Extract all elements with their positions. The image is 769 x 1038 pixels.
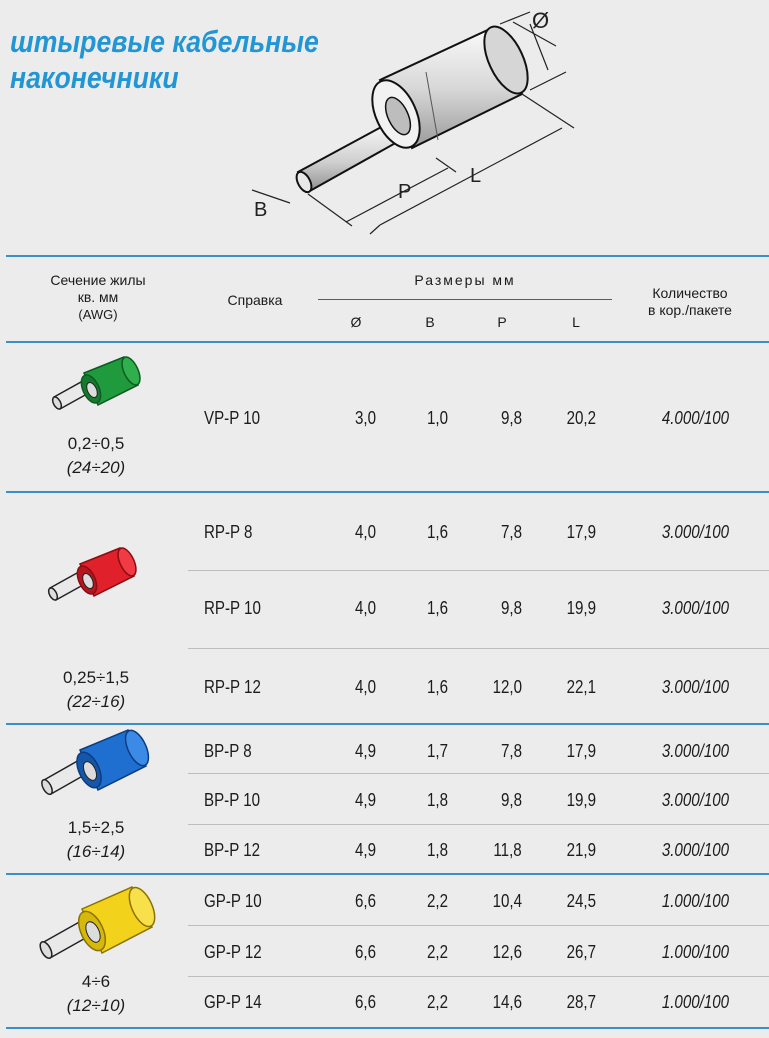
row-b: 1,0	[426, 408, 448, 428]
row-p: 10,4	[492, 891, 522, 911]
title-line-2: наконечники	[10, 60, 179, 95]
group-separator	[6, 723, 769, 725]
group-separator	[6, 873, 769, 875]
row-reference: GP-P 14	[204, 992, 262, 1012]
group-section-label	[36, 666, 156, 714]
terminal-body	[294, 20, 537, 194]
row-separator	[188, 570, 769, 571]
header-bottom-rule	[6, 341, 769, 343]
group-section-label	[36, 816, 156, 864]
section-header-line-3: (AWG)	[78, 307, 118, 322]
row-b: 1,8	[426, 840, 448, 860]
row-p: 9,8	[500, 408, 522, 428]
row-quantity: 3.000/100	[661, 790, 729, 810]
row-l: 26,7	[566, 942, 596, 962]
reference-header: Справка	[227, 292, 283, 308]
row-separator	[188, 648, 769, 649]
row-l: 24,5	[566, 891, 596, 911]
row-quantity: 3.000/100	[661, 598, 729, 618]
section-header-line-1: Сечение жилы	[50, 272, 146, 288]
dim-l-header: L	[572, 314, 580, 330]
row-l: 22,1	[566, 677, 596, 697]
table-bottom-rule	[6, 1027, 769, 1029]
row-quantity: 4.000/100	[661, 408, 729, 428]
row-p: 7,8	[500, 741, 522, 761]
awg-range: (22÷16)	[66, 692, 126, 711]
row-quantity: 1.000/100	[661, 891, 729, 911]
row-b: 2,2	[426, 992, 448, 1012]
row-b: 1,6	[426, 598, 448, 618]
row-diameter: 4,9	[354, 790, 376, 810]
row-b: 1,6	[426, 522, 448, 542]
section-header	[28, 272, 168, 323]
row-quantity: 3.000/100	[661, 741, 729, 761]
dim-p-header: P	[497, 314, 507, 330]
section-range: 4÷6	[81, 972, 111, 991]
row-b: 1,8	[426, 790, 448, 810]
row-diameter: 4,9	[354, 840, 376, 860]
row-diameter: 4,0	[354, 522, 376, 542]
row-reference: RP-P 8	[204, 522, 253, 542]
awg-range: (16÷14)	[66, 842, 126, 861]
row-reference: VP-P 10	[204, 408, 261, 428]
row-b: 1,6	[426, 677, 448, 697]
group-section-label	[36, 970, 156, 1018]
row-quantity: 3.000/100	[661, 522, 729, 542]
row-reference: RP-P 12	[204, 677, 261, 697]
section-range: 1,5÷2,5	[67, 818, 125, 837]
row-reference: GP-P 10	[204, 891, 262, 911]
row-p: 12,0	[492, 677, 522, 697]
row-separator	[188, 773, 769, 774]
awg-range: (24÷20)	[66, 458, 126, 477]
row-l: 19,9	[566, 790, 596, 810]
section-header-line-2: кв. мм	[77, 289, 119, 305]
blue-terminal-icon	[40, 728, 150, 804]
dimensions-underline	[318, 299, 612, 300]
row-p: 7,8	[500, 522, 522, 542]
row-quantity: 3.000/100	[661, 677, 729, 697]
title-line-1: штыревые кабельные	[10, 24, 319, 59]
red-terminal-icon	[46, 546, 138, 608]
row-separator	[188, 976, 769, 977]
row-l: 17,9	[566, 741, 596, 761]
row-p: 12,6	[492, 942, 522, 962]
row-l: 20,2	[566, 408, 596, 428]
row-reference: BP-P 12	[204, 840, 261, 860]
l-label: L	[470, 165, 482, 187]
row-diameter: 4,0	[354, 677, 376, 697]
row-p: 9,8	[500, 790, 522, 810]
header-top-rule	[6, 255, 769, 257]
quantity-header	[620, 285, 760, 319]
section-range: 0,2÷0,5	[67, 434, 125, 453]
row-quantity: 3.000/100	[661, 840, 729, 860]
row-l: 19,9	[566, 598, 596, 618]
row-p: 11,8	[493, 840, 522, 860]
row-reference: RP-P 10	[204, 598, 261, 618]
row-separator	[188, 925, 769, 926]
row-b: 2,2	[426, 891, 448, 911]
row-separator	[188, 824, 769, 825]
section-range: 0,25÷1,5	[62, 668, 130, 687]
row-quantity: 1.000/100	[661, 992, 729, 1012]
row-diameter: 4,0	[354, 598, 376, 618]
awg-range: (12÷10)	[66, 996, 126, 1015]
row-b: 1,7	[426, 741, 448, 761]
quantity-header-line-1: Количество	[652, 285, 728, 301]
p-label: P	[398, 181, 412, 203]
b-label: B	[254, 199, 268, 221]
dim-b-header: B	[425, 314, 435, 330]
green-terminal-icon	[50, 355, 142, 417]
row-l: 17,9	[566, 522, 596, 542]
row-l: 21,9	[566, 840, 596, 860]
row-reference: BP-P 10	[204, 790, 261, 810]
row-diameter: 3,0	[354, 408, 376, 428]
quantity-header-line-2: в кор./пакете	[648, 302, 732, 318]
row-reference: GP-P 12	[204, 942, 262, 962]
dim-d-header: Ø	[350, 314, 362, 330]
row-diameter: 6,6	[354, 992, 376, 1012]
row-quantity: 1.000/100	[661, 942, 729, 962]
group-section-label	[36, 432, 156, 480]
row-diameter: 4,9	[354, 741, 376, 761]
row-b: 2,2	[426, 942, 448, 962]
group-separator	[6, 491, 769, 493]
row-p: 14,6	[492, 992, 522, 1012]
diameter-label: Ø	[532, 10, 550, 33]
row-diameter: 6,6	[354, 942, 376, 962]
yellow-terminal-icon	[38, 885, 156, 969]
row-p: 9,8	[500, 598, 522, 618]
row-l: 28,7	[566, 992, 596, 1012]
row-diameter: 6,6	[354, 891, 376, 911]
row-reference: BP-P 8	[204, 741, 252, 761]
pin-terminal-diagram	[230, 10, 590, 245]
dimensions-header: Размеры мм	[414, 272, 516, 288]
